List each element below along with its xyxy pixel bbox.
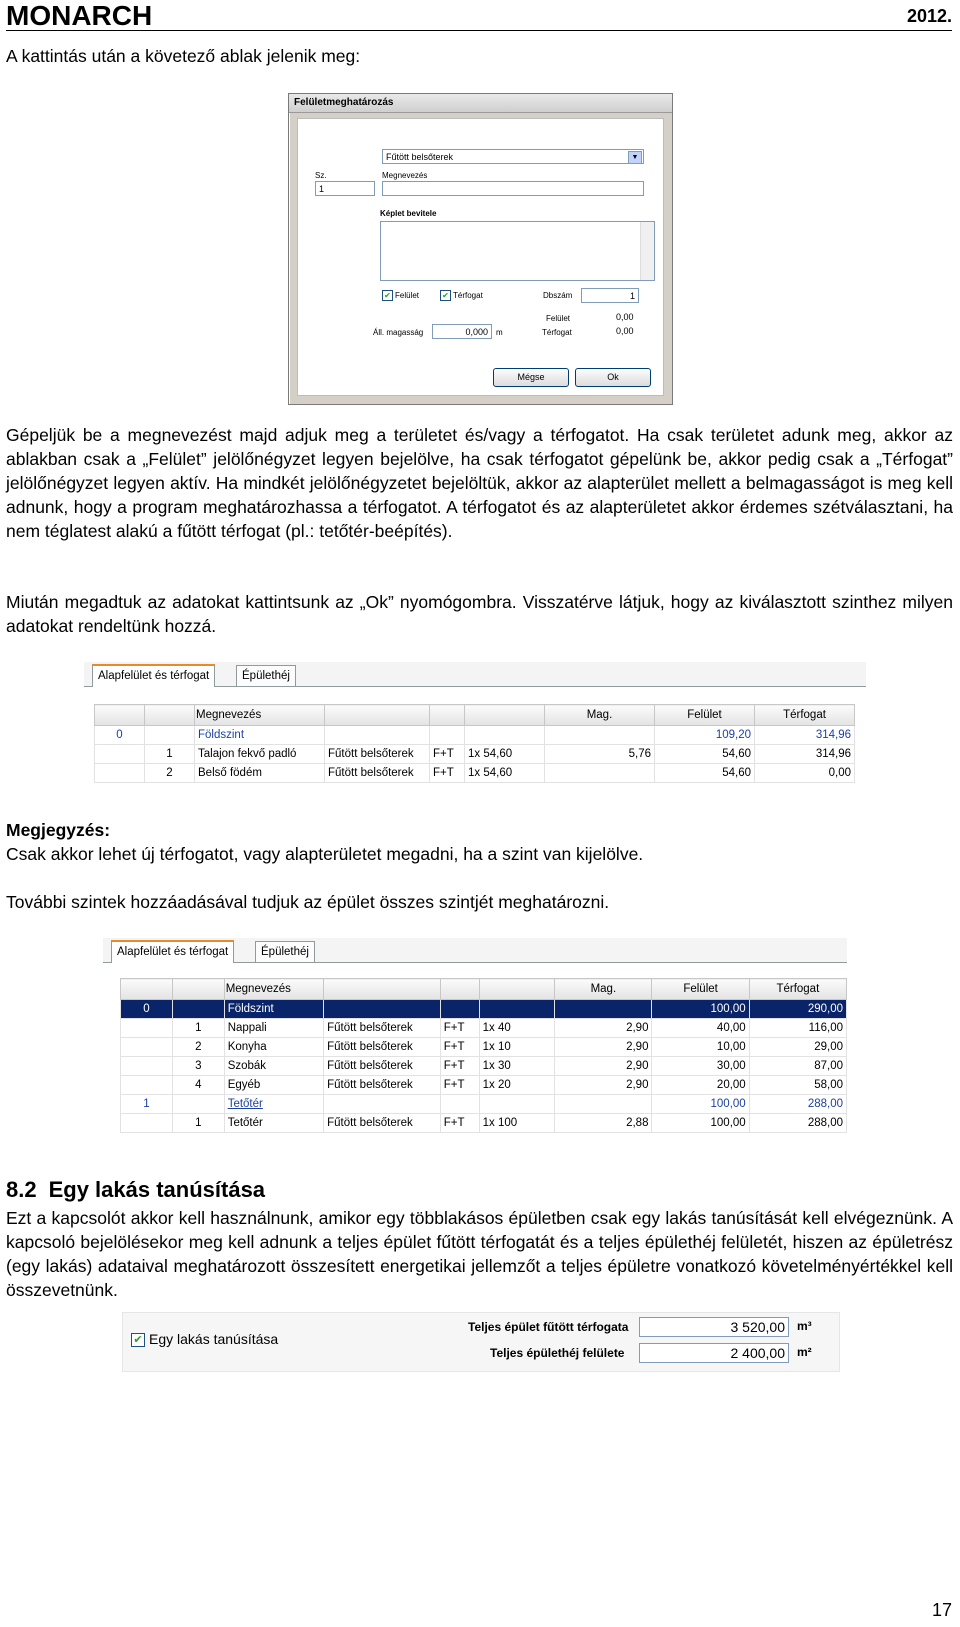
table-cell-ter: 87,00 [749,1057,846,1076]
column-header[interactable] [325,705,430,726]
paragraph-3: További szintek hozzáadásával tudjuk az épület összes szintjét meghatározni. [6,892,610,912]
table-cell-mult [465,726,545,745]
table-cell-ter: 314,96 [755,745,855,764]
paragraph-1: Gépeljük be a megnevezést majd adjuk meg a területet és/vagy a térfogatot. Ha csak területet adunk meg, akkor az ablakban csak a „Felület” jelölőnégyzet legyen bejelölve, ha csak térfogatot gépelünk be, akkor pedig csak a „Térfogat” jelölőnégyzet legyen aktív. Ha mindkét jelölőnégyzetet bejelöltük, akkor az alapterület mellett a belmagasságot is meg kell adnunk, hogy a program meghatározhassa a térfogatot. A térfogatot és az alapterületet akkor érdemes szétválasztani, ha nem téglatest alakú a fűtött térfogat (pl.: tetőtér-beépítés). [6,425,953,541]
allmag-input[interactable]: 0,000 [432,324,492,339]
table-cell-fel: 100,00 [652,1114,749,1133]
table-cell-a [121,1019,173,1038]
table-cell-type: Fűtött belsőterek [324,1019,441,1038]
header-year: 2012. [906,6,952,26]
section-heading [6,1177,265,1203]
column-header[interactable]: Mag. [545,705,655,726]
table-cell-mult: 1x 20 [479,1076,555,1095]
column-header[interactable]: Mag. [555,979,652,1000]
table-cell-fel: 54,60 [655,764,755,783]
page-number: 17 [931,1600,952,1620]
name-label: Megnevezés [382,171,428,180]
column-header[interactable] [172,979,224,1000]
column-header[interactable] [324,979,441,1000]
table-cell-mag [555,1000,652,1019]
page-header [6,0,952,31]
name-input[interactable] [382,181,644,196]
table-cell-ter: 29,00 [749,1038,846,1057]
felulet-result-value: 0,00 [616,312,634,322]
table-cell-b: 4 [172,1076,224,1095]
table-cell-fel: 40,00 [652,1019,749,1038]
section-number: 8.2 [6,1177,37,1202]
surface-dialog [288,93,673,405]
table-cell-mult: 1x 54,60 [465,764,545,783]
table-cell-name: Belső födém [195,764,325,783]
table-cell-ter: 58,00 [749,1076,846,1095]
table-cell-ter: 314,96 [755,726,855,745]
table-cell-op: F+T [440,1019,479,1038]
column-header[interactable]: Megnevezés [195,705,325,726]
table-cell-mult: 1x 54,60 [465,745,545,764]
table-header-row [95,705,855,726]
surface-grid-2 [103,938,847,1148]
table-header-row [121,979,847,1000]
table-cell-a: 1 [121,1095,173,1114]
table-cell-type: Fűtött belsőterek [324,1057,441,1076]
terfogat-checkbox[interactable]: ✔ [440,290,451,301]
table-cell-ter: 288,00 [749,1095,846,1114]
column-header[interactable] [440,979,479,1000]
sz-input[interactable]: 1 [315,181,375,196]
type-dropdown[interactable] [382,149,644,164]
table-cell-mag: 2,90 [555,1057,652,1076]
note-title: Megjegyzés: [6,820,111,840]
table-cell-op [430,726,465,745]
intro-text: A kattintás után a követező ablak jelenik meg: [6,46,361,66]
column-header[interactable] [430,705,465,726]
area-input[interactable]: 2 400,00 [639,1343,789,1363]
table-row[interactable] [121,1076,847,1095]
table-cell-b [172,1095,224,1114]
table-cell-op: F+T [440,1076,479,1095]
table-cell-op: F+T [430,764,465,783]
table-cell-mult [479,1000,555,1019]
table-cell-fel: 20,00 [652,1076,749,1095]
flat-checkbox[interactable]: ✔ [131,1333,145,1347]
formula-textarea[interactable] [380,221,655,281]
column-header[interactable] [465,705,545,726]
flat-certification-panel [122,1312,840,1372]
table-cell-op: F+T [430,745,465,764]
formula-label: Képlet bevitele [380,209,437,218]
surface-grid-1 [84,662,866,796]
paragraph-4: Ezt a kapcsolót akkor kell használnunk, amikor egy többlakásos épületben csak egy lakás tanúsítását kell elvégeznünk. A kapcsoló bejelölésekor meg kell adnunk a teljes épület fűtött térfogatát és a teljes épülethéj felületét, hiszen az épületrész (egy lakás) adataival meghatározott összesített energetikai jellemzőt a teljes épületre vonatkozó követelményértékkel kell összevetnünk. [6,1208,953,1300]
column-header[interactable]: Térfogat [755,705,855,726]
allmag-unit: m [496,328,503,337]
table-cell-ter: 116,00 [749,1019,846,1038]
table-cell-type [324,1000,441,1019]
column-header[interactable]: Megnevezés [224,979,323,1000]
column-header[interactable]: Felület [655,705,755,726]
area-unit: m² [797,1345,812,1359]
grid2-table [120,978,847,1133]
table-row[interactable] [121,1095,847,1114]
column-header[interactable] [145,705,195,726]
tab-alapfelulet[interactable]: Alapfelület és térfogat [111,940,234,963]
table-cell-b: 1 [172,1114,224,1133]
flat-checkbox-label: Egy lakás tanúsítása [149,1331,279,1347]
volume-input[interactable]: 3 520,00 [639,1317,789,1337]
formula-scrollbar[interactable] [640,222,654,280]
table-cell-ter: 288,00 [749,1114,846,1133]
grid1-table [94,704,855,783]
column-header[interactable] [479,979,555,1000]
table-cell-b: 2 [145,764,195,783]
table-cell-a [121,1038,173,1057]
monarch-logo: MONARCH [6,0,153,31]
table-row[interactable] [95,726,855,745]
table-cell-mag: 2,90 [555,1038,652,1057]
table-row[interactable] [121,1057,847,1076]
table-cell-type: Fűtött belsőterek [324,1114,441,1133]
table-cell-name: Konyha [224,1038,323,1057]
table-row[interactable] [95,764,855,783]
dialog-panel [297,118,664,396]
table-cell-fel: 100,00 [652,1000,749,1019]
column-header[interactable]: Felület [652,979,749,1000]
table-cell-mult: 1x 10 [479,1038,555,1057]
volume-label: Teljes épület fűtött térfogata [468,1320,629,1334]
table-cell-type: Fűtött belsőterek [325,764,430,783]
felulet-checkbox-label: Felület [395,291,420,300]
table-row[interactable] [121,1000,847,1019]
table-cell-name: Földszint [195,726,325,745]
table-cell-mult: 1x 40 [479,1019,555,1038]
dbszam-label: Dbszám [543,291,573,300]
table-cell-mult: 1x 30 [479,1057,555,1076]
terfogat-result-label: Térfogat [542,328,572,337]
table-cell-fel: 30,00 [652,1057,749,1076]
section-title: Egy lakás tanúsítása [48,1177,266,1202]
table-row[interactable] [121,1114,847,1133]
chevron-down-icon[interactable]: ▼ [628,151,642,164]
dbszam-input[interactable]: 1 [581,288,639,303]
table-cell-name: Földszint [224,1000,323,1019]
table-cell-a [95,764,145,783]
column-header[interactable] [121,979,173,1000]
table-cell-op: F+T [440,1057,479,1076]
dialog-title: Felületmeghatározás [289,94,672,113]
felulet-checkbox[interactable]: ✔ [382,290,393,301]
ok-button[interactable]: Ok [575,368,651,387]
table-row[interactable] [121,1019,847,1038]
table-cell-a [95,745,145,764]
table-cell-fel: 109,20 [655,726,755,745]
table-cell-type [324,1095,441,1114]
table-cell-b: 1 [172,1019,224,1038]
table-cell-a [121,1076,173,1095]
table-cell-fel: 100,00 [652,1095,749,1114]
table-cell-type: Fűtött belsőterek [324,1038,441,1057]
area-label: Teljes épülethéj felülete [490,1346,625,1360]
table-cell-name: Szobák [224,1057,323,1076]
table-row[interactable] [121,1038,847,1057]
note-text: Csak akkor lehet új térfogatot, vagy alapterületet megadni, ha a szint van kijelölve. [6,844,644,864]
grid2-tabs [103,938,847,963]
table-cell-name: Egyéb [224,1076,323,1095]
table-cell-name: Tetőtér [224,1095,323,1114]
tab-epulethej[interactable]: Épülethéj [255,941,315,962]
table-cell-ter: 0,00 [755,764,855,783]
table-cell-mag [545,764,655,783]
table-cell-mult [479,1095,555,1114]
volume-unit: m³ [797,1319,812,1333]
table-cell-name: Talajon fekvő padló [195,745,325,764]
table-cell-fel: 54,60 [655,745,755,764]
table-cell-type [325,726,430,745]
cancel-button[interactable]: Mégse [493,368,569,387]
sz-label: Sz. [315,171,327,180]
table-cell-ter: 290,00 [749,1000,846,1019]
table-cell-op [440,1000,479,1019]
terfogat-result-value: 0,00 [616,326,634,336]
table-cell-fel: 10,00 [652,1038,749,1057]
table-cell-b: 1 [145,745,195,764]
table-cell-b: 3 [172,1057,224,1076]
paragraph-2: Miután megadtuk az adatokat kattintsunk az „Ok” nyomógombra. Visszatérve látjuk, hogy az kiválasztott szinthez milyen adatokat rendeltünk hozzá. [6,592,953,636]
table-cell-name: Nappali [224,1019,323,1038]
allmag-label: Áll. magasság [373,328,424,337]
type-dropdown-value: Fűtött belsőterek [386,152,454,162]
tab-epulethej[interactable]: Épülethéj [236,665,296,686]
table-cell-mag [545,726,655,745]
table-cell-mag: 5,76 [545,745,655,764]
table-cell-op: F+T [440,1114,479,1133]
table-cell-mag: 2,90 [555,1019,652,1038]
column-header[interactable] [95,705,145,726]
column-header[interactable]: Térfogat [749,979,846,1000]
table-row[interactable] [95,745,855,764]
table-cell-b: 2 [172,1038,224,1057]
table-cell-mag [555,1095,652,1114]
grid1-tabs [84,662,866,687]
table-cell-a: 0 [95,726,145,745]
table-cell-mag: 2,88 [555,1114,652,1133]
table-cell-mag: 2,90 [555,1076,652,1095]
table-cell-type: Fűtött belsőterek [324,1076,441,1095]
table-cell-op [440,1095,479,1114]
table-cell-a [121,1114,173,1133]
table-cell-op: F+T [440,1038,479,1057]
table-cell-a: 0 [121,1000,173,1019]
table-cell-a [121,1057,173,1076]
felulet-result-label: Felület [546,314,571,323]
terfogat-checkbox-label: Térfogat [453,291,483,300]
table-cell-name: Tetőtér [224,1114,323,1133]
tab-alapfelulet[interactable]: Alapfelület és térfogat [92,664,215,687]
table-cell-b [172,1000,224,1019]
table-cell-b [145,726,195,745]
table-cell-type: Fűtött belsőterek [325,745,430,764]
table-cell-mult: 1x 100 [479,1114,555,1133]
